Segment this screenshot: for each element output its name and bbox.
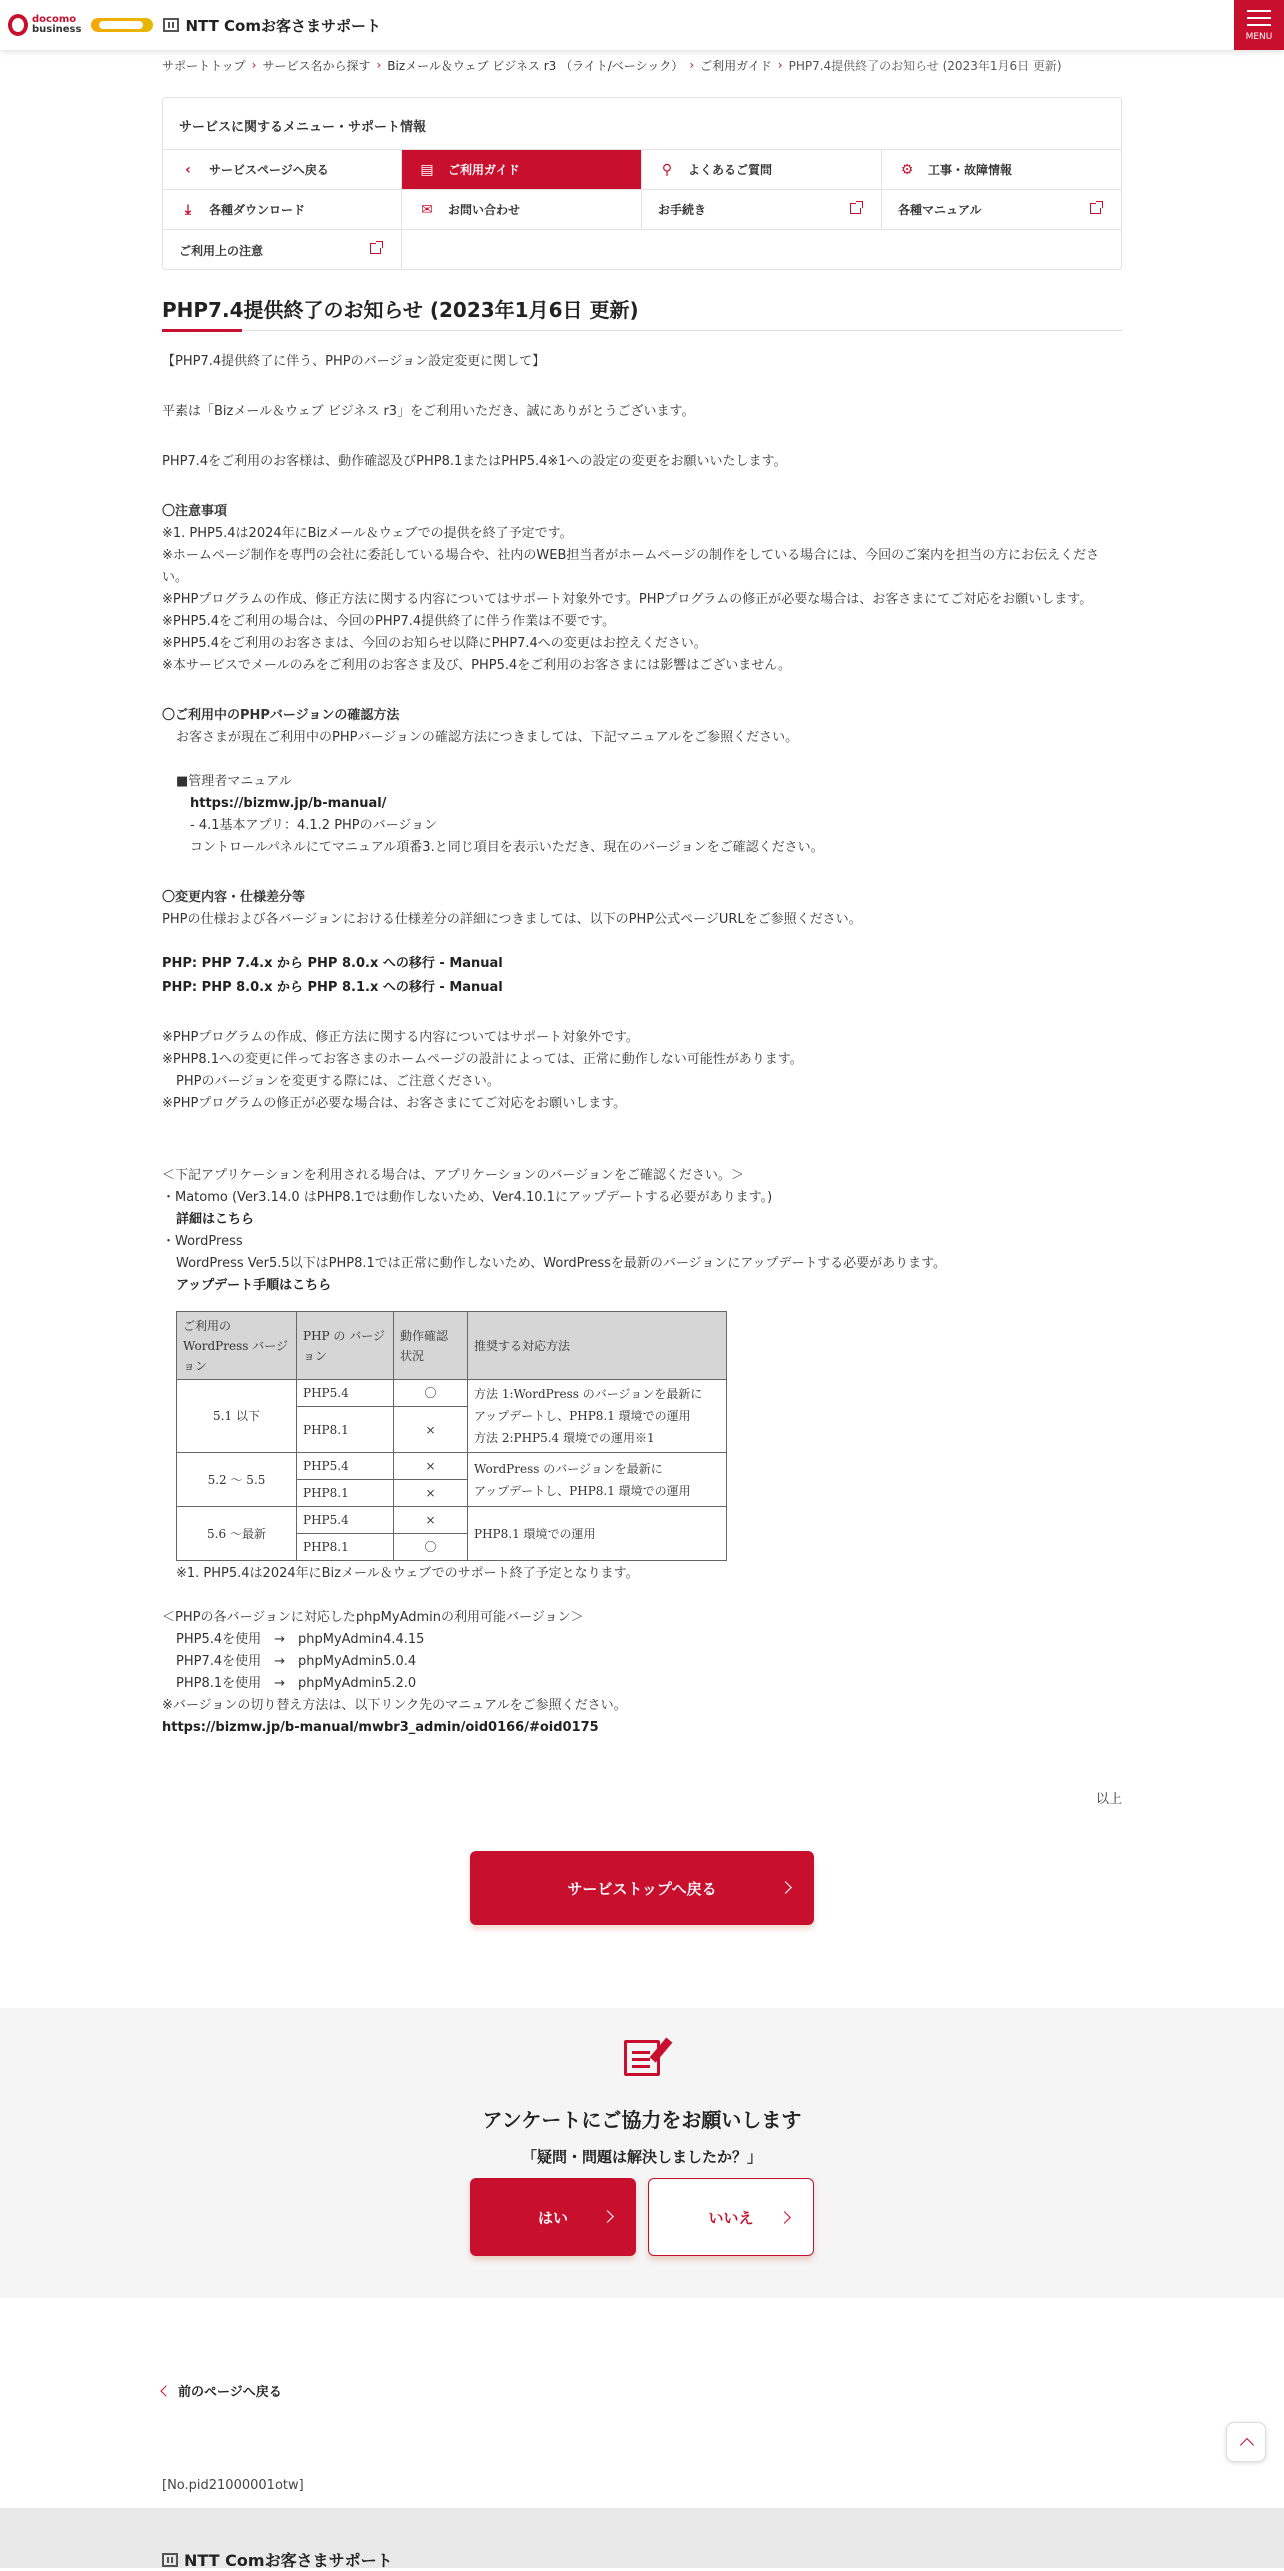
pma-row: PHP5.4を使用 → phpMyAdmin4.4.15 [176, 1632, 425, 1647]
breadcrumb-item[interactable]: Bizメール＆ウェブ ビジネス r3 （ライト/ベーシック） [387, 58, 684, 73]
site-header [0, 0, 1284, 50]
table-header: 推奨する対応方法 [468, 1312, 727, 1380]
apps-intro: ＜下記アプリケーションを利用される場合は、アプリケーションのバージョンをご確認ください。＞ [162, 1168, 744, 1183]
table-cell-version: 5.6 ～最新 [177, 1507, 297, 1561]
logo[interactable] [8, 12, 381, 38]
table-cell-php: PHP8.1 [297, 1407, 394, 1453]
table-cell-php: PHP5.4 [297, 1380, 394, 1407]
manual-section: - 4.1基本アプリ：4.1.2 PHPのバージョン [190, 818, 438, 833]
table-cell-version: 5.1 以下 [177, 1380, 297, 1453]
maintenance-icon: ⚙ [900, 161, 914, 178]
chevron-right-icon [778, 2211, 791, 2224]
table-cell-status: × [394, 1407, 468, 1453]
docomo-logo-icon [8, 14, 28, 36]
survey-section [0, 2008, 1284, 2298]
external-link-icon [850, 203, 861, 214]
breadcrumb-item[interactable]: サービス名から探す [262, 58, 371, 73]
support-note: PHPのバージョンを変更する際には、ご注意ください。 [176, 1074, 500, 1089]
download-icon: ⤓ [184, 201, 192, 218]
chevron-right-icon [779, 1881, 792, 1894]
menu-empty-cell [402, 230, 642, 270]
survey-no-button[interactable]: いいえ [648, 2178, 814, 2256]
contact-icon: ✉ [421, 201, 433, 218]
service-menu [162, 97, 1122, 270]
note-item: ※PHPプログラムの作成、修正方法に関する内容についてはサポート対象外です。PHPプログラムの修正が必要な場合は、お客さまにてご対応をお願いします。 [162, 592, 1093, 607]
table-row [177, 1380, 727, 1407]
note-item: ※ホームページ制作を専門の会社に委託している場合や、社内のWEB担当者がホームページの制作をしている場合には、今回のご案内を担当の方にお伝えください。 [162, 548, 1100, 585]
manual-label: ■管理者マニュアル [176, 774, 292, 789]
guide-icon: ▤ [420, 161, 434, 178]
table-cell-method: 方法 1:WordPress のバージョンを最新に アップデートし、PHP8.1 環境での運用 方法 2:PHP5.4 環境での運用※1 [468, 1380, 727, 1453]
notes-heading: 〇注意事項 [162, 504, 228, 519]
pma-note: ※バージョンの切り替え方法は、以下リンク先のマニュアルをご参照ください。 [162, 1698, 627, 1713]
faq-icon: ⚲ [661, 161, 673, 178]
table-cell-status: × [394, 1480, 468, 1507]
support-note: ※PHPプログラムの修正が必要な場合は、お客さまにてご対応をお願いします。 [162, 1096, 627, 1111]
table-row [177, 1507, 727, 1534]
menu-usage-notes[interactable]: ご利用上の注意 [163, 230, 402, 270]
check-text: お客さまが現在ご利用中のPHPバージョンの確認方法につきましては、下記マニュアルをご参照ください。 [176, 730, 799, 745]
table-cell-php: PHP5.4 [297, 1507, 394, 1534]
support-note: ※PHP8.1への変更に伴ってお客さまのホームページの設計によっては、正常に動作しない可能性があります。 [162, 1052, 803, 1067]
check-heading: 〇ご利用中のPHPバージョンの確認方法 [162, 708, 400, 723]
table-header: ご利用の WordPress バージョン [177, 1312, 297, 1380]
menu-contact[interactable]: ✉ お問い合わせ [402, 190, 642, 230]
table-cell-status: 〇 [394, 1534, 468, 1561]
intro-text: 【PHP7.4提供終了に伴う、PHPのバージョン設定変更に関して】 [162, 354, 546, 369]
chevron-right-icon: › [689, 58, 695, 72]
table-cell-php: PHP5.4 [297, 1453, 394, 1480]
title-divider [162, 330, 1122, 331]
site-footer [0, 2508, 1284, 2568]
pma-row: PHP8.1を使用 → phpMyAdmin5.2.0 [176, 1676, 417, 1691]
survey-question: 「疑問・問題は解決しましたか？」 [521, 2148, 762, 2166]
table-cell-status: × [394, 1507, 468, 1534]
diff-text: PHPの仕様および各バージョンにおける仕様差分の詳細につきましては、以下のPHP公式ページURLをご参照ください。 [162, 912, 862, 927]
survey-edit-icon [624, 2040, 660, 2076]
manual-desc: コントロールパネルにてマニュアル項番3.と同じ項目を表示いただき、現在のバージョンをご確認ください。 [190, 840, 824, 855]
page-title: PHP7.4提供終了のお知らせ (2023年1月6日 更新) [162, 298, 639, 322]
hamburger-icon [1247, 10, 1271, 31]
service-top-button[interactable]: サービストップへ戻る [470, 1851, 814, 1925]
table-cell-method: PHP8.1 環境での運用 [468, 1507, 727, 1561]
migration-link[interactable]: PHP: PHP 8.0.x から PHP 8.1.x への移行 - Manual [162, 980, 503, 995]
breadcrumb-item[interactable]: サポートトップ [162, 58, 246, 73]
footer-site-name[interactable]: NTT Comお客さまサポート [162, 2548, 393, 2571]
menu-service-page[interactable]: ‹ サービスページへ戻る [163, 150, 402, 190]
menu-maintenance[interactable]: ⚙ 工事・故障情報 [882, 150, 1121, 190]
menu-manuals[interactable]: 各種マニュアル [882, 190, 1121, 230]
chevron-right-icon: › [777, 58, 783, 72]
external-link-icon [370, 243, 381, 254]
chevron-left-icon: ‹ [185, 161, 191, 178]
breadcrumb-current: PHP7.4提供終了のお知らせ (2023年1月6日 更新) [788, 58, 1062, 73]
table-note: ※1. PHP5.4は2024年にBizメール＆ウェブでのサポート終了予定となります。 [176, 1566, 639, 1581]
note-item: ※PHP5.4をご利用のお客さまは、今回のお知らせ以降にPHP7.4への変更はお控えください。 [162, 636, 707, 651]
request-text: PHP7.4をご利用のお客様は、動作確認及びPHP8.1またはPHP5.4※1への設定の変更をお願いいたします。 [162, 454, 787, 469]
pma-heading: ＜PHPの各バージョンに対応したphpMyAdminの利用可能バージョン＞ [162, 1610, 584, 1625]
menu-downloads[interactable]: ⤓ 各種ダウンロード [163, 190, 402, 230]
table-row [177, 1453, 727, 1480]
table-cell-method: WordPress のバージョンを最新に アップデートし、PHP8.1 環境での運用 [468, 1453, 727, 1507]
chevron-right-icon: › [376, 58, 382, 72]
menu-usage-guide[interactable]: ▤ ご利用ガイド [402, 150, 642, 190]
building-icon [163, 18, 179, 32]
chevron-up-icon [1240, 2438, 1254, 2452]
wordpress-label: ・WordPress [162, 1234, 243, 1249]
support-note: ※PHPプログラムの作成、修正方法に関する内容についてはサポート対象外です。 [162, 1030, 639, 1045]
note-item: ※本サービスでメールのみをご利用のお客さま及び、PHP5.4をご利用のお客さまには影響はございません。 [162, 658, 792, 673]
table-cell-php: PHP8.1 [297, 1534, 394, 1561]
ntt-communications-logo [91, 18, 153, 32]
chevron-right-icon [601, 2210, 614, 2223]
note-item: ※1. PHP5.4は2024年にBizメール＆ウェブでの提供を終了予定です。 [162, 526, 573, 541]
chevron-right-icon: › [251, 58, 257, 72]
manual-link[interactable]: https://bizmw.jp/b-manual/ [190, 796, 387, 811]
page-top-button[interactable] [1226, 2422, 1266, 2462]
wordpress-compat-table [176, 1311, 727, 1561]
breadcrumb [162, 58, 1062, 72]
table-cell-php: PHP8.1 [297, 1480, 394, 1507]
menu-button[interactable]: MENU [1234, 0, 1284, 50]
pma-row: PHP7.4を使用 → phpMyAdmin5.0.4 [176, 1654, 417, 1669]
table-cell-status: 〇 [394, 1380, 468, 1407]
chevron-left-icon [160, 2385, 171, 2396]
pma-manual-link[interactable]: https://bizmw.jp/b-manual/mwbr3_admin/oid0166/#oid0175 [162, 1720, 599, 1735]
title-accent-bar [162, 329, 242, 332]
table-cell-version: 5.2 ～ 5.5 [177, 1453, 297, 1507]
breadcrumb-item[interactable]: ご利用ガイド [700, 58, 772, 73]
service-menu-title: サービスに関するメニュー・サポート情報 [163, 98, 1121, 150]
menu-faq[interactable]: ⚲ よくあるご質問 [642, 150, 882, 190]
matomo-detail-link[interactable]: 詳細はこちら [176, 1212, 255, 1227]
site-name[interactable]: NTT Comお客さまサポート [163, 15, 381, 36]
menu-procedures[interactable]: お手続き [642, 190, 882, 230]
migration-link[interactable]: PHP: PHP 7.4.x から PHP 8.0.x への移行 - Manual [162, 956, 503, 971]
wordpress-update-link[interactable]: アップデート手順はこちら [176, 1278, 332, 1293]
building-icon [162, 2553, 178, 2567]
wordpress-desc: WordPress Ver5.5以下はPHP8.1では正常に動作しないため、WordPressを最新のバージョンにアップデートする必要があります。 [176, 1256, 947, 1271]
page-id: [No.pid21000001otw] [162, 2478, 304, 2493]
external-link-icon [1090, 203, 1101, 214]
table-header: PHP の バージョン [297, 1312, 394, 1380]
matomo-note: ・Matomo (Ver3.14.0 はPHP8.1では動作しないため、Ver4.10.1にアップデートする必要があります。) [162, 1190, 773, 1205]
diff-heading: 〇変更内容・仕様差分等 [162, 890, 306, 905]
article-body [162, 351, 1122, 1739]
end-text: 以上 [1095, 1792, 1122, 1807]
survey-yes-button[interactable]: はい [470, 2178, 636, 2256]
prev-page-link[interactable]: 前のページへ戻る [162, 2381, 282, 2400]
table-header: 動作確認 状況 [394, 1312, 468, 1380]
note-item: ※PHP5.4をご利用の場合は、今回のPHP7.4提供終了に伴う作業は不要です。 [162, 614, 616, 629]
docomo-business-logo: docomo business [32, 14, 82, 35]
survey-title: アンケートにご協力をお願いします [482, 2108, 802, 2132]
greeting-text: 平素は「Bizメール＆ウェブ ビジネス r3」をご利用いただき、誠にありがとうございます。 [162, 404, 695, 419]
table-cell-status: × [394, 1453, 468, 1480]
